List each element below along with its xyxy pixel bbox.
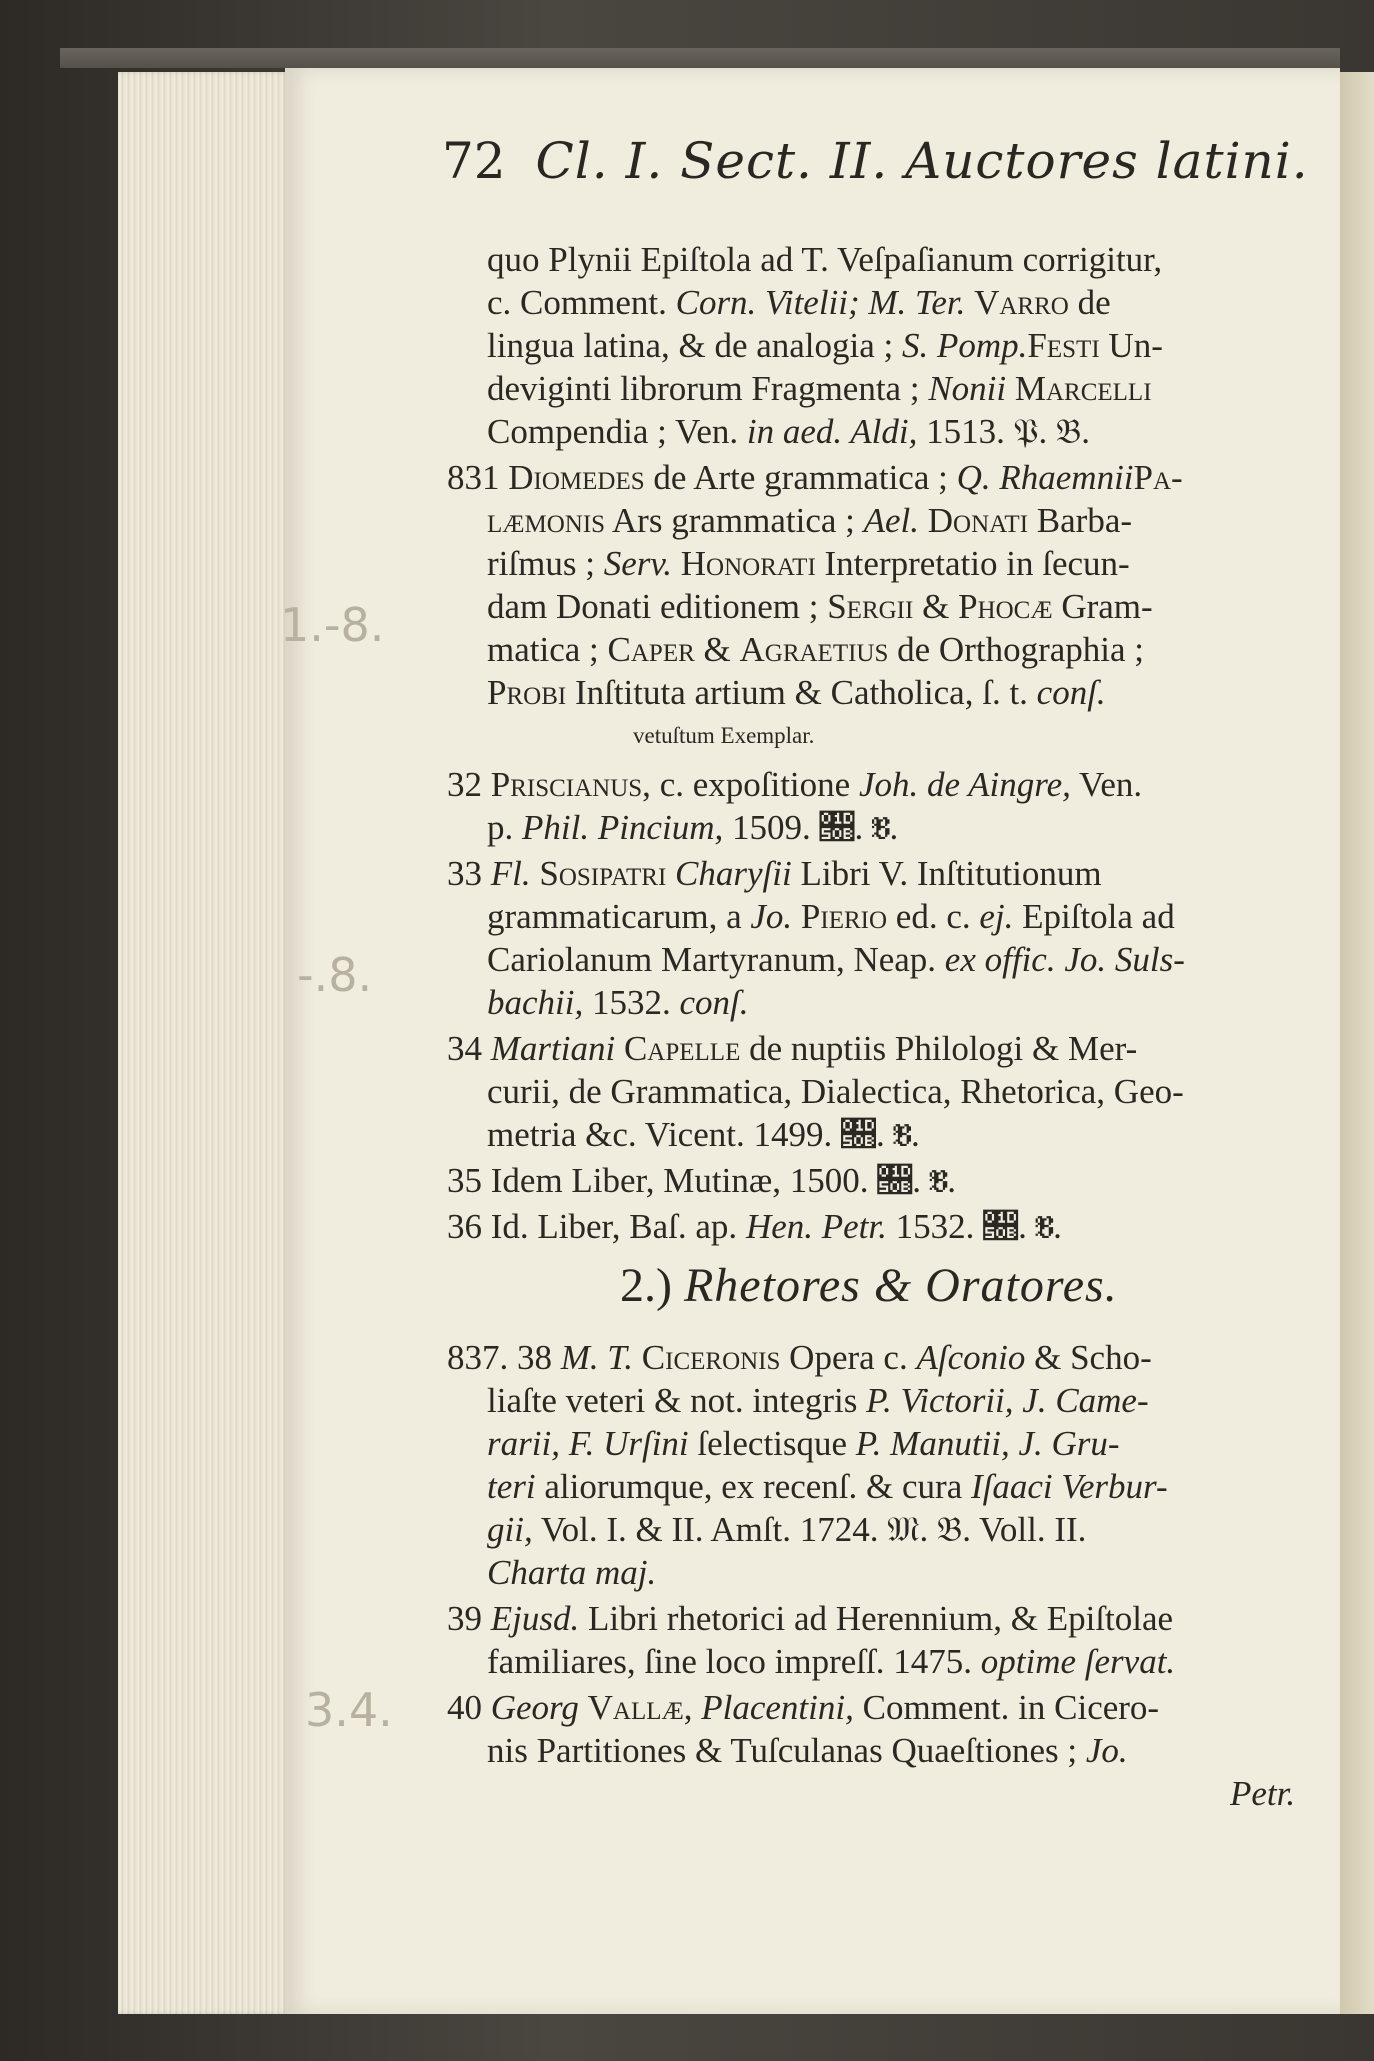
text-line: rarii, F. Urſini ſelectisque P. Manutii, J. Gru-	[487, 1424, 1120, 1463]
cover-top-edge	[60, 48, 1340, 68]
text-line: nis Partitiones & Tuſculanas Quaeſtiones ; Jo.	[487, 1731, 1128, 1770]
text-line: quo Plynii Epiſtola ad T. Veſpaſianum corrigitur,	[487, 240, 1163, 279]
entry-40: 40 Georg Vallæ, Placentini, Comment. in Cicero-	[447, 1688, 1160, 1727]
text-line: deviginti librorum Fragmenta ; Nonii Marcelli	[487, 369, 1152, 408]
entry-831: 831 Diomedes de Arte grammatica ; Q. RhaemniiPa-	[447, 458, 1183, 497]
text-line: bachii, 1532. conſ.	[487, 983, 749, 1022]
page-edges	[118, 72, 290, 2014]
text-line: grammaticarum, a Jo. Pierio ed. c. ej. Epiſtola ad	[487, 897, 1175, 936]
text-line: Probi Inſtituta artium & Catholica, ſ. t. conſ.	[487, 673, 1106, 712]
entry-837: 837. 38 M. T. Ciceronis Opera c. Aſconio & Scho-	[447, 1338, 1152, 1377]
pencil-note-c: 3.4.	[305, 1683, 393, 1737]
text-line: c. Comment. Corn. Vitelii; M. Ter. Varro de	[487, 283, 1111, 322]
text-line: læmonis Ars grammatica ; Ael. Donati Barba-	[487, 501, 1133, 540]
text-line: riſmus ; Serv. Honorati Interpretatio in ſecun-	[487, 544, 1130, 583]
text-line: lingua latina, & de analogia ; S. Pomp.Festi Un-	[487, 326, 1163, 365]
entry-34: 34 Martiani Capelle de nuptiis Philologi & Mer-	[447, 1029, 1138, 1068]
catchword: Petr.	[1230, 1774, 1296, 1813]
pencil-note-b: -.8.	[297, 948, 373, 1002]
entry-33: 33 Fl. Sosipatri Charyſii Libri V. Inſtitutionum	[447, 854, 1102, 893]
page-number: 72	[442, 132, 506, 190]
section-title: Rhetores & Oratores.	[683, 1259, 1118, 1312]
section-heading	[620, 1258, 1118, 1313]
text-line: dam Donati editionem ; Sergii & Phocæ Gram-	[487, 587, 1153, 626]
entry-36: 36 Id. Liber, Baſ. ap. Hen. Petr. 1532. 𝔋. 𝔅.	[447, 1207, 1062, 1246]
text-line: gii, Vol. I. & II. Amſt. 1724. 𝔐. 𝔅. Voll. II.	[487, 1510, 1087, 1549]
entry-32: 32 Priscianus, c. expoſitione Joh. de Aingre, Ven.	[447, 765, 1143, 804]
text-line: Charta maj.	[487, 1553, 657, 1592]
text-line: liaſte veteri & not. integris P. Victorii, J. Came-	[487, 1381, 1149, 1420]
entry-39: 39 Ejusd. Libri rhetorici ad Herennium, & Epiſtolae	[447, 1599, 1174, 1638]
note-line: vetuſtum Exemplar.	[633, 723, 815, 748]
pencil-note-a: 1.-8.	[280, 598, 385, 652]
facing-page-edge	[1338, 72, 1374, 2014]
section-number: 2.)	[620, 1259, 672, 1312]
text-line: matica ; Caper & Agraetius de Orthographia ;	[487, 630, 1145, 669]
text-line: teri aliorumque, ex recenſ. & cura Iſaaci Verbur-	[487, 1467, 1168, 1506]
text-line: metria &c. Vicent. 1499. 𝔋. 𝔅.	[487, 1115, 920, 1154]
text-line: Compendia ; Ven. in aed. Aldi, 1513. 𝔓. 𝔅.	[487, 412, 1091, 451]
text-line: Cariolanum Martyranum, Neap. ex offic. Jo. Suls-	[487, 940, 1185, 979]
text-line: p. Phil. Pincium, 1509. 𝔋. 𝔅.	[487, 808, 899, 847]
running-header	[442, 132, 1309, 190]
text-line: curii, de Grammatica, Dialectica, Rhetorica, Geo-	[487, 1072, 1184, 1111]
running-title: Cl. I. Sect. II. Auctores latini.	[535, 132, 1309, 190]
text-line: familiares, ſine loco impreſſ. 1475. optime ſervat.	[487, 1642, 1176, 1681]
entry-35: 35 Idem Liber, Mutinæ, 1500. 𝔋. 𝔅.	[447, 1161, 956, 1200]
book-page	[280, 68, 1340, 2014]
